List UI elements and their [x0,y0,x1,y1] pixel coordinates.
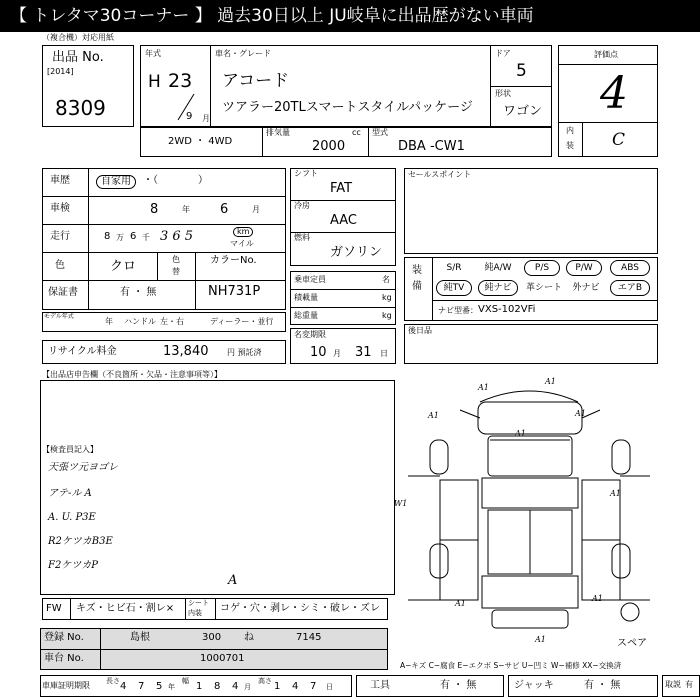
cert-digit-4: 1 [196,681,203,692]
jack-label: ジャッキ [514,680,554,691]
score-value: 4 [600,68,628,119]
mileage-handwritten: 3 6 5 [160,229,194,244]
handle-value: 左・右 [160,317,184,326]
cert-unit-width: 幅 [182,677,189,685]
doors-value: 5 [516,61,527,81]
model-label: 車名・グレード [215,49,271,58]
equip-sr: S/R [446,263,462,273]
load-label: 積載量 [294,293,318,302]
damage-bar-mark: A [228,573,238,588]
inspection-month-unit: 月 [252,205,260,214]
recycle-unit: 円 預託済 [227,348,262,357]
tools-value: 有 ・ 無 [440,680,477,691]
inspector-line-4: R2ケツカB3E [48,536,113,547]
color-no-value: NH731P [208,284,261,299]
score-label: 評価点 [594,50,618,59]
color-value: クロ [110,259,137,274]
shift-value: FAT [330,181,353,196]
cert-digit-8: 4 [292,681,299,692]
color-change-label-1: 色 [172,255,180,264]
spare-label: スペア [617,638,647,649]
dealer-report-label: 【出品店申告欄（不良箇所・欠品・注意事項等）】 [42,370,222,379]
lot-label: 出品 No. [52,50,104,65]
equip-leather-seat: 革シート [525,283,562,293]
notes-label: 後日品 [408,326,432,335]
cert-digit-5: 8 [214,681,221,692]
equipment-label-1: 装 [412,265,422,276]
registration-kana: ね [244,632,254,643]
fuel-value: ガソリン [330,245,383,260]
year-month-unit: 月 [202,114,210,123]
cert-unit-year: 年 [168,683,175,691]
fuel-label: 燃料 [294,233,310,242]
cert-digit-6: 4 [232,681,239,692]
name-change-day-unit: 日 [380,349,388,358]
handle-label: ハンドル [124,317,156,326]
weight-unit: kg [382,311,392,320]
equip-airbag: エアB [610,280,650,296]
cert-unit-height: 高さ [258,677,272,685]
equip-genuine-tv: 純TV [436,280,472,296]
inspector-line-3: A. U. P3E [48,512,96,523]
registration-number: 7145 [296,632,322,643]
cert-digit-3: 5 [156,681,163,692]
sales-point-label: セールスポイント [408,170,472,179]
interior-label-1: 内 [566,126,574,135]
year-era: H [148,72,161,92]
inspection-label: 車検 [50,203,70,214]
equip-aftermarket-nav: 外ナビ [572,283,600,293]
damage-mark-6: A1 [610,489,621,498]
dealer-label: ディーラー・並行 [210,317,274,326]
mileage-km: km [233,227,253,237]
color-change-label-2: 替 [172,267,180,276]
damage-legend: A−キズ C−腐食 E−エクボ S−サビ U−凹ミ W−補修 XX−交換済 [400,661,622,670]
cert-label: 車庫証明期限 [42,681,90,690]
year-slash [176,92,196,122]
history-rest: ・（ ） [143,175,208,186]
mileage-label: 走行 [50,231,70,242]
damage-mark-5: A1 [515,429,526,438]
body-type-label: 形状 [495,89,511,98]
year-value: 23 [168,70,193,92]
equipment-label-2: 備 [412,281,422,292]
nav-model-label: ナビ型番： [438,306,478,315]
color-label: 色 [55,260,65,271]
fw-items: キズ・ヒビ石・割レ× [76,603,175,614]
top-note: （複合機）対応用紙 [42,33,114,42]
cert-unit-month: 月 [244,683,251,691]
year-month: 9 [186,111,193,122]
recycle-label: リサイクル料金 [48,346,117,357]
damage-mark-9: A1 [592,594,603,603]
fw-label: FW [46,603,62,614]
interior-label-2: 装 [566,141,574,150]
drive-value: 2WD ・ 4WD [168,136,233,147]
ac-value: AAC [330,213,357,228]
model-grade: ツアラー20TLスマートスタイルパッケージ [222,100,473,115]
nav-model-value: VXS-102VFi [478,304,536,315]
type-code-label: 型式 [372,128,388,137]
inspector-line-2: アテ-ル A [48,488,92,499]
equip-genuine-nav: 純ナビ [478,280,518,296]
cert-digit-2: 7 [138,681,145,692]
manual-value: 有 [685,680,693,689]
mileage-sen: 6 [130,231,137,242]
inspection-year: 8 [150,202,159,217]
chassis-label: 車台 No. [44,653,84,664]
ac-label: 冷房 [294,201,310,210]
page-header: 【 トレタマ30コーナー 】 過去30日以上 JU岐阜に出品歴がない車両 [0,0,700,32]
registration-label: 登録 No. [44,632,84,643]
name-change-month: 10 [310,345,327,360]
damage-mark-7: W1 [394,499,408,508]
damage-mark-8: A1 [455,599,466,608]
equip-power-steering: P/S [524,260,560,276]
damage-mark-3: A1 [428,411,439,420]
warranty-value: 有 ・ 無 [120,287,157,298]
color-no-label: カラーNo. [210,255,257,266]
chassis-value: 1000701 [200,653,245,664]
type-code-value: DBA -CW1 [398,139,465,154]
shift-label: シフト [294,169,318,178]
model-year-unit: 年 [105,317,113,326]
manual-label: 取説 [665,680,681,689]
tools-label: 工具 [370,680,390,691]
warranty-label: 保証書 [48,287,78,298]
displacement-value: 2000 [312,139,346,154]
load-unit: kg [382,293,392,302]
name-change-month-unit: 月 [333,349,341,358]
damage-mark-1: A1 [478,383,489,392]
cert-unit-length: 長さ [106,677,120,685]
mileage-mile: マイル [230,239,254,248]
capacity-unit: 名 [382,275,390,284]
body-type-value: ワゴン [503,104,543,119]
seat-label-2: 内装 [188,609,202,617]
recycle-value: 13,840 [163,344,209,359]
year-label: 年式 [145,49,161,58]
equip-abs: ABS [610,260,650,276]
inspector-line-1: 天張ツ元ヨゴレ [48,462,118,473]
doors-label: ドア [495,49,511,58]
cert-digit-1: 4 [120,681,127,692]
weight-label: 総重量 [294,311,318,320]
cert-digit-7: 1 [274,681,281,692]
inspection-month: 6 [220,202,229,217]
mileage-sen-unit: 千 [142,233,150,242]
name-change-label: 名変期限 [294,330,326,339]
damage-mark-10: A1 [535,635,546,644]
interior-value: C [612,130,626,150]
notes-box [404,324,658,364]
damage-mark-2: A1 [545,377,556,386]
model-name: アコード [222,71,290,91]
registration-class: 300 [202,632,222,643]
model-year-label: モデル年式 [44,313,74,320]
cert-digit-9: 7 [310,681,317,692]
seat-items: コゲ・穴・剥レ・シミ・破レ・ズレ [220,603,380,614]
lot-year-stamp: [2014] [47,67,74,76]
displacement-label: 排気量 [266,128,290,137]
inspector-label: 【検査員記入】 [42,445,98,454]
mileage-man-unit: 万 [116,233,124,242]
inspector-line-5: F2ケツカP [48,560,98,571]
sales-point-box [404,168,658,254]
equip-power-window: P/W [566,260,602,276]
lot-number: 8309 [55,96,106,120]
cert-unit-day: 日 [326,683,333,691]
displacement-unit: cc [352,128,361,137]
capacity-label: 乗車定員 [294,275,326,284]
history-label: 車歴 [50,175,70,186]
inspection-year-unit: 年 [182,205,190,214]
mileage-man: 8 [104,231,111,242]
registration-pref: 島根 [130,632,150,643]
seat-label-1: シート [188,599,209,607]
jack-value: 有 ・ 無 [584,680,621,691]
equip-alloy-wheel: 純A/W [484,263,512,273]
name-change-day: 31 [355,345,372,360]
damage-mark-4: A1 [575,409,586,418]
history-value: 自家用 [96,175,136,189]
